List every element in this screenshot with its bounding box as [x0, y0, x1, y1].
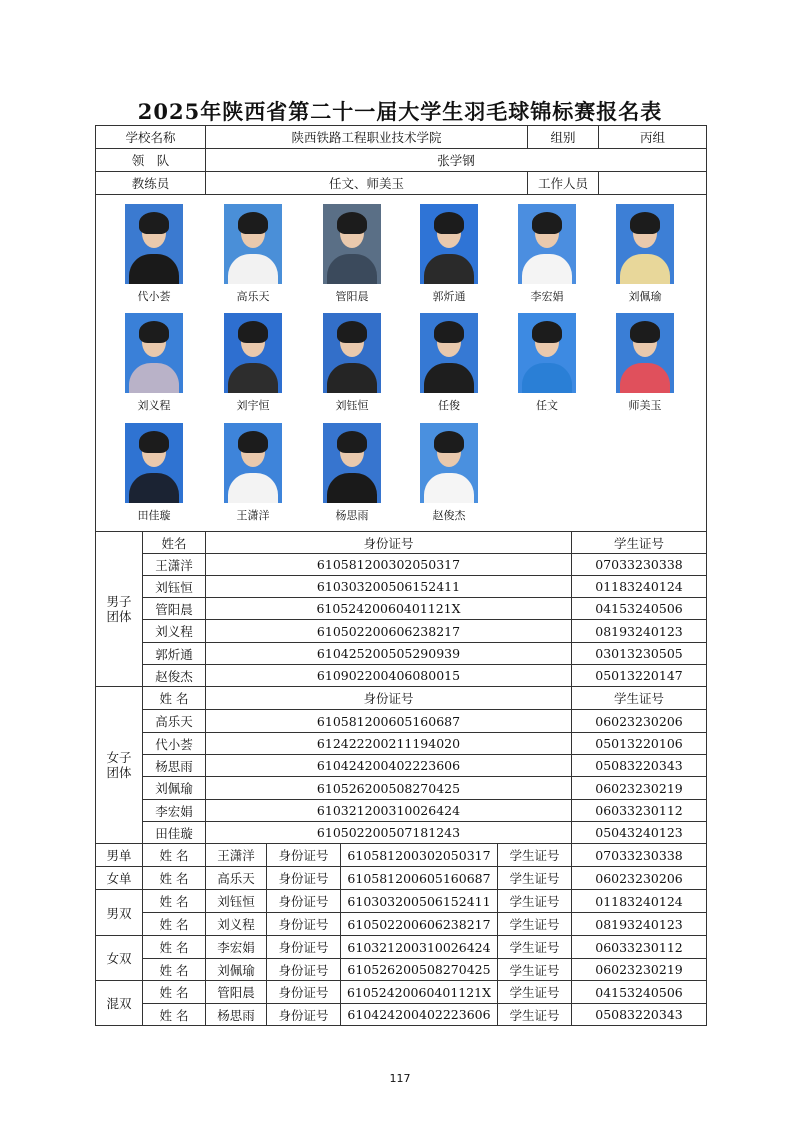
person-name: 田佳璇 [137, 509, 171, 522]
portrait-photo [518, 313, 576, 393]
men-team-name: 管阳晨 [142, 597, 206, 620]
event-player-student-id: 08193240123 [571, 912, 707, 936]
event-label: 女单 [95, 866, 143, 890]
person-photo-card [109, 204, 199, 304]
men-team-header-id: 身份证号 [205, 531, 572, 554]
event-label: 男单 [95, 843, 143, 867]
event-name-label: 姓 名 [142, 866, 206, 890]
event-id-label: 身份证号 [266, 980, 341, 1004]
portrait-photo [323, 423, 381, 503]
page-title: 2025年陕西省第二十一届大学生羽毛球锦标赛报名表 [137, 99, 663, 124]
women-team-id-number: 610321200310026424 [205, 799, 572, 822]
event-student-id-label: 学生证号 [497, 843, 572, 867]
team-leader-label: 领 队 [95, 148, 206, 172]
event-name-label: 姓 名 [142, 912, 206, 936]
event-player-id-number: 610581200302050317 [340, 843, 498, 867]
men-team-header-student-id: 学生证号 [571, 531, 707, 554]
women-team-student-id: 06023230219 [571, 776, 707, 800]
event-student-id-label: 学生证号 [497, 912, 572, 936]
women-team-student-id: 06023230206 [571, 709, 707, 733]
event-player-student-id: 06023230219 [571, 958, 707, 981]
event-name-label: 姓 名 [142, 935, 206, 959]
event-player-id-number: 610303200506152411 [340, 889, 498, 913]
portrait-photo [518, 204, 576, 284]
women-team-name: 杨思雨 [142, 754, 206, 777]
event-player-name: 李宏娟 [205, 935, 267, 959]
men-team-student-id: 08193240123 [571, 619, 707, 643]
event-player-id-number: 610526200508270425 [340, 958, 498, 981]
person-name: 师美玉 [628, 399, 662, 412]
men-team-student-id: 01183240124 [571, 575, 707, 598]
event-player-name: 管阳晨 [205, 980, 267, 1004]
women-team-id-number: 610424200402223606 [205, 754, 572, 777]
event-id-label: 身份证号 [266, 935, 341, 959]
event-name-label: 姓 名 [142, 843, 206, 867]
person-name: 郭炘通 [432, 290, 466, 303]
event-player-name: 刘义程 [205, 912, 267, 936]
person-name: 赵俊杰 [432, 509, 466, 522]
event-player-name: 杨思雨 [205, 1003, 267, 1026]
event-player-student-id: 06033230112 [571, 935, 707, 959]
person-photo-card [208, 313, 298, 413]
men-team-id-number: 610581200302050317 [205, 553, 572, 576]
men-team-id-number: 610902200406080015 [205, 664, 572, 687]
person-name: 王潇洋 [236, 509, 270, 522]
event-player-name: 刘钰恒 [205, 889, 267, 913]
event-id-label: 身份证号 [266, 912, 341, 936]
event-student-id-label: 学生证号 [497, 958, 572, 981]
person-photo-card [404, 204, 494, 304]
women-team-header-student-id: 学生证号 [571, 686, 707, 710]
men-team-id-number: 610303200506152411 [205, 575, 572, 598]
person-name: 代小荟 [137, 290, 171, 303]
event-player-name: 王潇洋 [205, 843, 267, 867]
women-team-header-name: 姓 名 [142, 686, 206, 710]
person-photo-card [307, 204, 397, 304]
portrait-photo [224, 423, 282, 503]
person-photo-card [208, 204, 298, 304]
event-id-label: 身份证号 [266, 843, 341, 867]
men-team-name: 郭炘通 [142, 642, 206, 665]
women-team-name: 田佳璇 [142, 821, 206, 844]
event-label: 女双 [95, 935, 143, 981]
person-photo-card [404, 423, 494, 523]
person-name: 刘钰恒 [335, 399, 369, 412]
person-photo-card [502, 204, 592, 304]
school-name-value: 陕西铁路工程职业技术学院 [205, 125, 528, 149]
group-label: 组别 [527, 125, 599, 149]
men-team-name: 王潇洋 [142, 553, 206, 576]
event-student-id-label: 学生证号 [497, 889, 572, 913]
person-photo-card [307, 313, 397, 413]
person-name: 任俊 [438, 399, 460, 412]
women-team-student-id: 05043240123 [571, 821, 707, 844]
event-id-label: 身份证号 [266, 889, 341, 913]
event-player-student-id: 05083220343 [571, 1003, 707, 1026]
women-team-label: 女子团体 [95, 686, 143, 844]
women-team-id-number: 610526200508270425 [205, 776, 572, 800]
event-player-student-id: 04153240506 [571, 980, 707, 1004]
event-player-name: 高乐天 [205, 866, 267, 890]
person-photo-card [600, 313, 690, 413]
event-player-student-id: 07033230338 [571, 843, 707, 867]
portrait-photo [616, 313, 674, 393]
portrait-photo [323, 204, 381, 284]
person-name: 高乐天 [236, 290, 270, 303]
coach-value: 任文、师美玉 [205, 171, 528, 195]
men-team-label: 男子团体 [95, 531, 143, 687]
person-photo-card [404, 313, 494, 413]
women-team-student-id: 05013220106 [571, 732, 707, 755]
men-team-student-id: 04153240506 [571, 597, 707, 620]
person-photo-card [307, 423, 397, 523]
event-player-student-id: 01183240124 [571, 889, 707, 913]
portrait-photo [224, 313, 282, 393]
event-name-label: 姓 名 [142, 1003, 206, 1026]
event-player-name: 刘佩瑜 [205, 958, 267, 981]
team-leader-value: 张学钢 [205, 148, 707, 172]
person-photo-card [600, 204, 690, 304]
event-student-id-label: 学生证号 [497, 1003, 572, 1026]
men-team-id-number: 610425200505290939 [205, 642, 572, 665]
men-team-student-id: 03013230505 [571, 642, 707, 665]
person-name: 李宏娟 [530, 290, 564, 303]
event-player-id-number: 610502200606238217 [340, 912, 498, 936]
page-number: 117 [389, 1072, 411, 1085]
portrait-photo [420, 423, 478, 503]
event-player-student-id: 06023230206 [571, 866, 707, 890]
portrait-photo [420, 204, 478, 284]
event-name-label: 姓 名 [142, 889, 206, 913]
women-team-student-id: 05083220343 [571, 754, 707, 777]
men-team-student-id: 05013220147 [571, 664, 707, 687]
portrait-photo [125, 313, 183, 393]
person-photo-card [208, 423, 298, 523]
men-team-id-number: 61052420060401121X [205, 597, 572, 620]
women-team-name: 李宏娟 [142, 799, 206, 822]
men-team-header-name: 姓名 [142, 531, 206, 554]
event-id-label: 身份证号 [266, 1003, 341, 1026]
event-player-id-number: 610321200310026424 [340, 935, 498, 959]
event-name-label: 姓 名 [142, 980, 206, 1004]
portrait-photo [125, 204, 183, 284]
women-team-name: 代小荟 [142, 732, 206, 755]
women-team-name: 刘佩瑜 [142, 776, 206, 800]
men-team-name: 赵俊杰 [142, 664, 206, 687]
event-id-label: 身份证号 [266, 958, 341, 981]
event-label: 混双 [95, 980, 143, 1026]
person-name: 任文 [536, 399, 558, 412]
group-value: 丙组 [598, 125, 707, 149]
staff-value [598, 171, 707, 195]
person-photo-card [109, 313, 199, 413]
event-student-id-label: 学生证号 [497, 980, 572, 1004]
men-team-name: 刘义程 [142, 619, 206, 643]
event-player-id-number: 610424200402223606 [340, 1003, 498, 1026]
women-team-student-id: 06033230112 [571, 799, 707, 822]
event-name-label: 姓 名 [142, 958, 206, 981]
school-name-label: 学校名称 [95, 125, 206, 149]
event-student-id-label: 学生证号 [497, 866, 572, 890]
person-name: 杨思雨 [335, 509, 369, 522]
women-team-name: 高乐天 [142, 709, 206, 733]
staff-label: 工作人员 [527, 171, 599, 195]
portrait-photo [420, 313, 478, 393]
women-team-id-number: 612422200211194020 [205, 732, 572, 755]
men-team-name: 刘钰恒 [142, 575, 206, 598]
event-student-id-label: 学生证号 [497, 935, 572, 959]
person-name: 刘宇恒 [236, 399, 270, 412]
women-team-id-number: 610581200605160687 [205, 709, 572, 733]
men-team-student-id: 07033230338 [571, 553, 707, 576]
women-team-header-id: 身份证号 [205, 686, 572, 710]
person-name: 管阳晨 [335, 290, 369, 303]
person-name: 刘义程 [137, 399, 171, 412]
person-photo-card [502, 313, 592, 413]
portrait-photo [323, 313, 381, 393]
event-id-label: 身份证号 [266, 866, 341, 890]
person-name: 刘佩瑜 [628, 290, 662, 303]
person-photo-card [109, 423, 199, 523]
portrait-photo [224, 204, 282, 284]
event-player-id-number: 61052420060401121X [340, 980, 498, 1004]
event-label: 男双 [95, 889, 143, 936]
event-player-id-number: 610581200605160687 [340, 866, 498, 890]
coach-label: 教练员 [95, 171, 206, 195]
men-team-id-number: 610502200606238217 [205, 619, 572, 643]
women-team-id-number: 610502200507181243 [205, 821, 572, 844]
portrait-photo [616, 204, 674, 284]
portrait-photo [125, 423, 183, 503]
